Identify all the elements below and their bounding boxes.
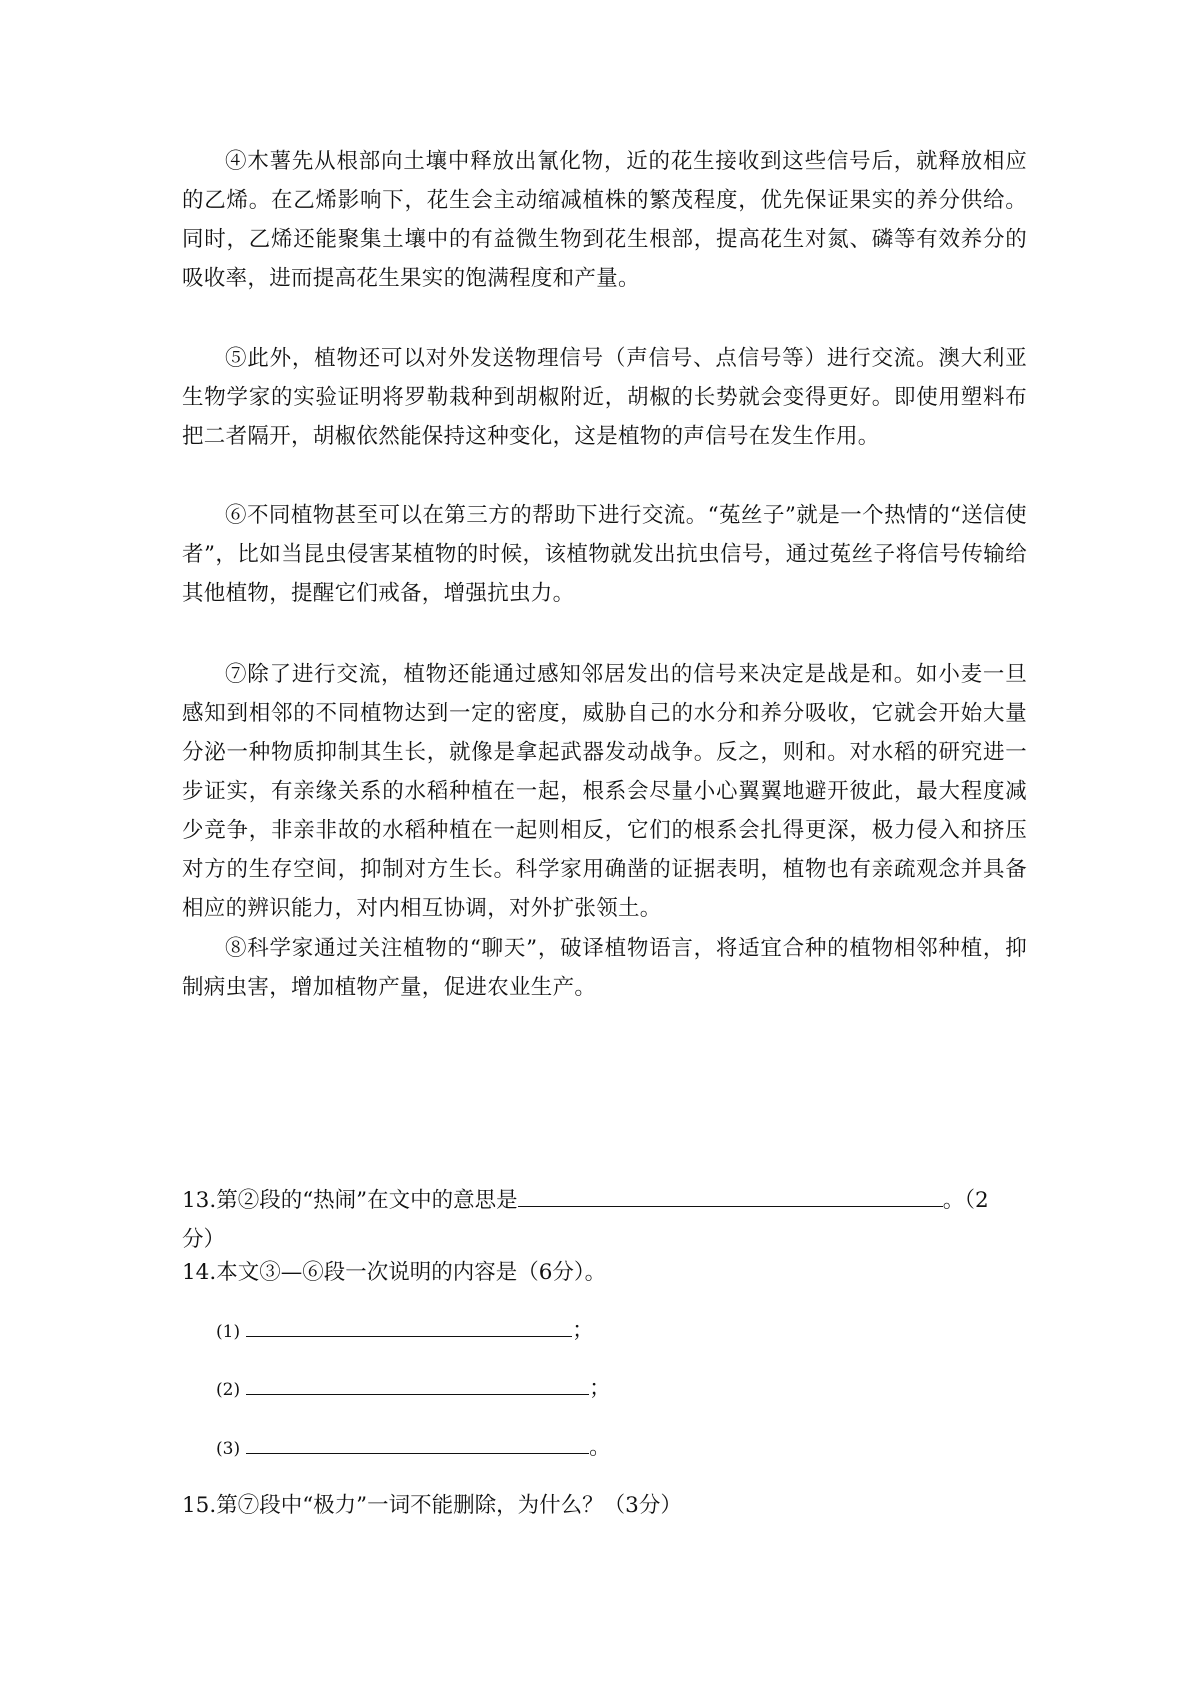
answer-blank-14-3[interactable] [246, 1431, 589, 1454]
question-13-line2: 分） [182, 1227, 226, 1252]
question-14-item-2 [216, 1372, 611, 1405]
answer-blank-14-2[interactable] [246, 1372, 589, 1395]
item-end: ； [589, 1376, 611, 1401]
item-number: (1) [216, 1322, 241, 1342]
answer-blank-13[interactable] [518, 1184, 943, 1207]
paragraph-8: ⑧科学家通过关注植物的“聊天”，破译植物语言，将适宜合种的植物相邻种植，抑制病虫害，增加植物产量，促进农业生产。 [182, 936, 1027, 1000]
item-number: (2) [216, 1380, 241, 1400]
paragraph-6: ⑥不同植物甚至可以在第三方的帮助下进行交流。“菟丝子”就是一个热情的“送信使者”，比如当昆虫侵害某植物的时候，该植物就发出抗虫信号，通过菟丝子将信号传输给其他植物，提醒它们戒备，增强抗虫力。 [182, 503, 1027, 606]
question-14: 14.本文③—⑥段一次说明的内容是（6分）。 [182, 1260, 607, 1285]
question-15: 15.第⑦段中“极力”一词不能删除，为什么？（3分） [182, 1493, 682, 1518]
paragraph-4: ④木薯先从根部向土壤中释放出氰化物，近的花生接收到这些信号后，就释放相应的乙烯。在乙烯影响下，花生会主动缩减植株的繁茂程度，优先保证果实的养分供给。同时，乙烯还能聚集土壤中的有益微生物到花生根部，提高花生对氮、磷等有效养分的吸收率，进而提高花生果实的饱满程度和产量。 [182, 149, 1027, 291]
question-13-prefix: 13.第②段的“热闹”在文中的意思是 [182, 1188, 518, 1213]
paragraph-7: ⑦除了进行交流，植物还能通过感知邻居发出的信号来决定是战是和。如小麦一旦感知到相邻的不同植物达到一定的密度，威胁自己的水分和养分吸收，它就会开始大量分泌一种物质抑制其生长，就像是拿起武器发动战争。反之，则和。对水稻的研究进一步证实，有亲缘关系的水稻种植在一起，根系会尽量小心翼翼地避开彼此，最大程度减少竞争，非亲非故的水稻种植在一起则相反，它们的根系会扎得更深，极力侵入和挤压对方的生存空间，抑制对方生长。科学家用确凿的证据表明，植物也有亲疏观念并具备相应的辨识能力，对内相互协调，对外扩张领土。 [182, 662, 1027, 921]
item-end: ； [572, 1318, 594, 1343]
paragraph-5: ⑤此外，植物还可以对外发送物理信号（声信号、点信号等）进行交流。澳大利亚生物学家的实验证明将罗勒栽种到胡椒附近，胡椒的长势就会变得更好。即使用塑料布把二者隔开，胡椒依然能保持这种变化，这是植物的声信号在发生作用。 [182, 346, 1027, 449]
item-end: 。 [589, 1435, 611, 1460]
question-13-suffix: 。（2 [942, 1188, 989, 1213]
question-14-item-1 [216, 1314, 594, 1347]
item-number: (3) [216, 1439, 241, 1459]
question-14-item-3 [216, 1431, 611, 1464]
question-13 [182, 1181, 1027, 1259]
answer-blank-14-1[interactable] [246, 1314, 572, 1337]
